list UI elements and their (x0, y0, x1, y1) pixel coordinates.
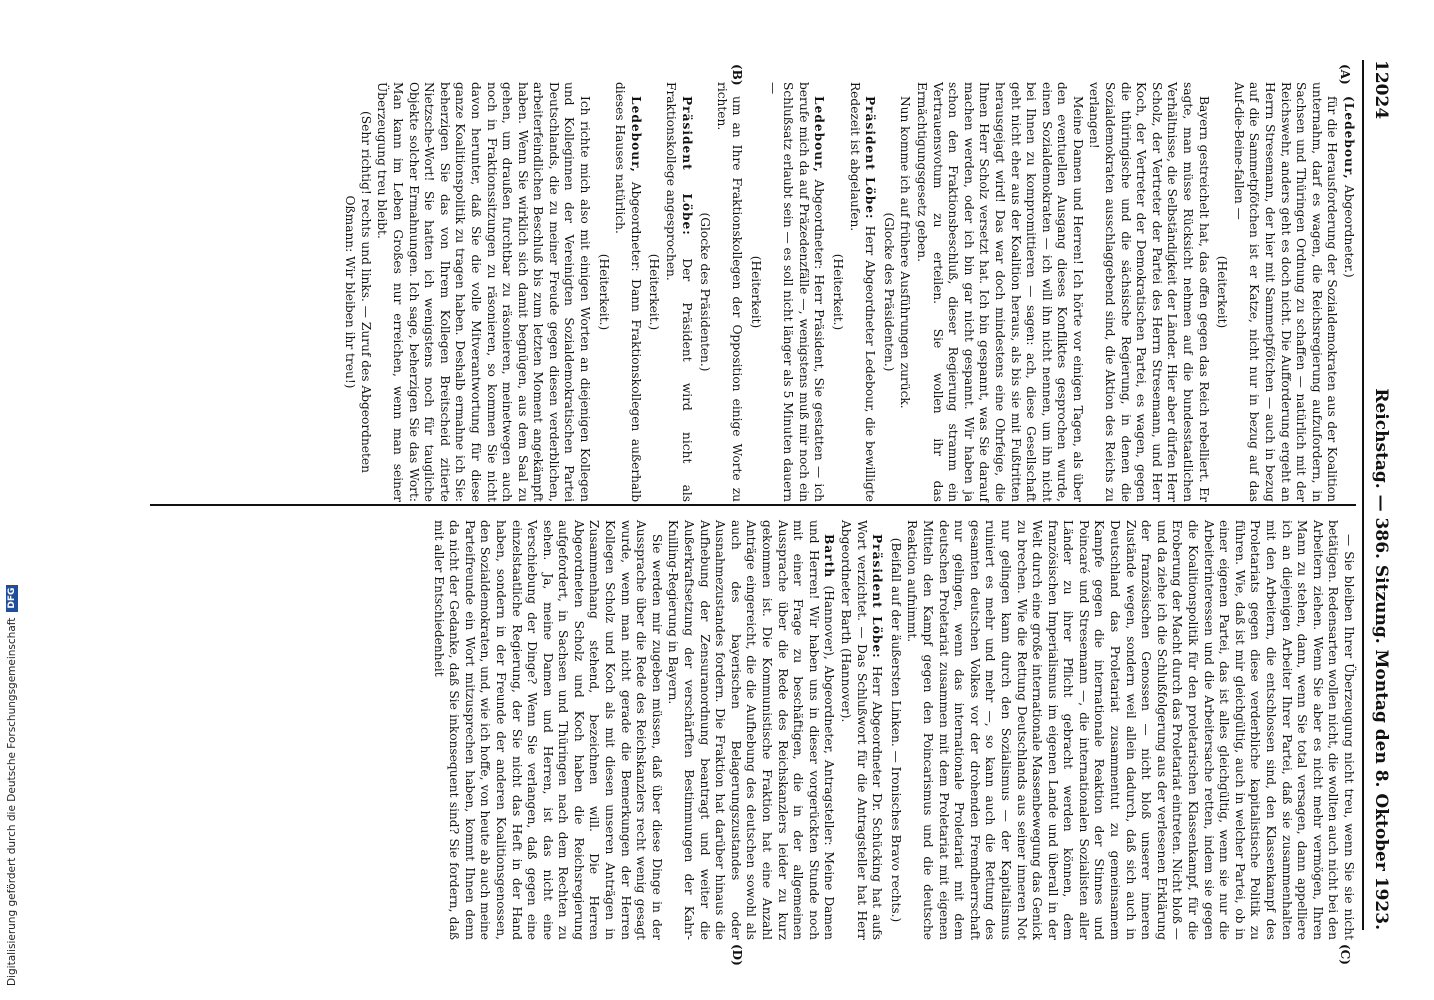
paragraph (904, 520, 1356, 940)
page-number: 12024 (1371, 60, 1391, 120)
paragraph-text: Meine Damen und Herren! Wir haben uns in dieser vorgerückten Stunde noch mit einer Frage zu beschäftigen, die in der allgemeinen Aussprache über die Rede des Reichskanzlers leider zu kurz gekommen ist. Die Kommunistische Fraktion hat eine Anzahl Anträge eingereicht, die die Aufhebung des deutschen sowohl als auch des bayerischen Belagerungszustandes oder Ausnahmezustandes fordern. Die Fraktion hat darüber hinaus die Aufhebung der Zensuranordnung beantragt und weiter die Außerkraftsetzung der verschärften Bestimmungen der Kahr-Knilling-Regierung in Bayern. (666, 520, 837, 940)
paragraph-text: um an Ihre Fraktionskollegen der Opposition einige Worte zu richten. (714, 82, 745, 502)
page-header (1368, 60, 1394, 930)
scanned-page (70, 0, 1434, 1000)
page-title: Reichstag. — 386. Sitzung. Montag den 8. Oktober 1923. (1371, 388, 1391, 930)
paragraph (837, 520, 884, 940)
speaker-name: Ledebour, (812, 96, 827, 180)
paragraph-text: (Heiterkeit.) (647, 253, 662, 331)
header-rule (1362, 60, 1364, 930)
speaker-name: Ledebour, (628, 96, 643, 182)
paragraph-text: Herr Abgeordneter Ledebour, die bewilligte Redezeit ist abgelaufen. (847, 82, 878, 502)
stage-direction (646, 82, 662, 502)
paragraph (713, 82, 744, 502)
margin-mark-b: (B) (730, 64, 744, 86)
paragraph-text: Sie werden mir zugeben müssen, daß über diese Dinge in der Aussprache über die Rede des Reichskanzlers recht wenig gesagt wurde, wenn man nicht gerade die Bemerkungen der Herren Kollegen Scholz und Koch als mit diesen unseren Anträgen in Zusammenhang stehend, bezeichnen will. Die Herren Abgeordneten Scholz und Koch haben die Reichsregierung aufgefordert, in Sachsen und Thüringen nach dem Rechten zu sehen. Ja, meine Damen und Herren, ist das nicht eine Verschiebung der Dinge? Wenn Sie verlangen, daß gegen eine einzelstaatliche Regierung, der Sie nicht das Heft in der Hand haben, sondern in der Freunde der anderen Koalitionsgenossen, den Sozialdemokraten, und, wie ich hoffe, von heute ab auch meine Parteifreunde ein Wort mitzusprechen haben, kommt Ihnen denn da nicht der Gedanke, daß Sie inkonsequent sind? Sie fordern, daß mit aller Entschiedenheit (431, 520, 664, 940)
paragraph-text: (Heiterkeit.) (596, 253, 611, 331)
margin-mark-d: (D) (730, 944, 744, 966)
speaker-name: Präsident Löbe: (863, 96, 878, 226)
paragraph (612, 82, 643, 502)
paragraph-text: (Glocke des Präsidenten.) (881, 212, 896, 372)
speaker-role: Abgeordneter.) (1342, 184, 1356, 278)
paragraph (764, 82, 826, 502)
speaker-role: Abgeordneter: (812, 179, 827, 275)
paragraph (1340, 82, 1356, 502)
paragraph (662, 82, 693, 502)
paragraph (1086, 82, 1211, 502)
paragraph-text: Herr Abgeordneter Dr. Schücking hat aufs Wort verzichtet. — Das Schlußwort für die Antragsteller hat Herr Abgeordneter Barth (Hannover). (839, 520, 885, 940)
stage-direction (880, 82, 896, 502)
paragraph (846, 82, 877, 502)
paragraph (913, 82, 1085, 502)
dfg-logo: DFG (6, 585, 18, 612)
paragraph-text: (Heiterkeit) (1215, 255, 1230, 329)
margin-mark-c: (C) (1338, 944, 1352, 965)
speaker-name: (Ledebour, (1342, 96, 1356, 185)
paragraph (430, 520, 664, 940)
paragraph-text: (Sehr richtig! rechts und links. — Zuruf des Abgeordneten Oßmann: Wir bleiben ihr treu!) (343, 111, 373, 473)
paragraph-text: (Beifall auf der äußersten Linken. — Ironisches Bravo rechts.) (888, 537, 903, 923)
paragraph-text: Meine Damen und Herren! Ich hörte vor einigen Tagen, als über den eventuellen Ausgang dieses Konfliktes gesprochen wurde, einen Sozialdemokraten — ich will ihn nicht nennen, um ihn nicht bei Ihnen zu kompromittieren — sagen: ach, diese Gesellschaft geht nicht eher aus der Koalition heraus, als bis sie mit Fußtritten herausgejagt wird! Das war doch mindestens eine Ohrfeige, die Ihnen Herr Scholz versetzt hat. Ich bin gespannt, was Sie darauf machen werden, oder ich bin gar nicht gespannt. Wir haben ja schon den Fraktionsbeschluß, dieser Regierung stramm ein Vertrauensvotum zu erteilen. Sie wollen ihr das Ermächtigungsgesetz geben. (914, 82, 1085, 502)
paragraph-text: Bayern gestreichelt hat, das offen gegen das Reich rebelliert. Er sagte, man müsse Rücksicht nehmen auf die bundesstaatlichen Verhältnisse, die Selbständigkeit der Länder. Hier aber dürfen Herr Scholz, der Vertreter der Partei des Herrn Stresemann, und Herr Koch, der Vertreter der Demokratischen Partei, es wagen, gegen die thüringische und die sächsische Regierung, in denen die Sozialdemokraten ausschlaggebend sind, die Aktion des Reichs zu verlangen! (1087, 82, 1211, 502)
stage-direction (342, 82, 373, 502)
speaker-name: Präsident Löbe: (870, 534, 885, 667)
paragraph (897, 82, 913, 502)
paragraph-text: (Heiterkeit.) (831, 253, 845, 331)
column-divider (150, 504, 1356, 506)
paragraph-text: Nun komme ich auf frühere Ausführungen zurück. (898, 96, 913, 409)
paragraph-text: (Heiterkeit) (749, 255, 764, 329)
speaker-role: Abgeordneter: (628, 181, 643, 280)
paragraph-text: (Glocke des Präsidenten.) (698, 212, 713, 372)
paragraph (374, 82, 592, 502)
right-column (429, 520, 1356, 940)
stage-direction (697, 82, 713, 502)
margin-mark-a: (A) (1338, 64, 1352, 85)
paragraph-text: Herr Präsident, Sie gestatten — ich berufe mich da auf Präzedenzfälle —, wenigstens muß mir noch ein Schlußsatz erlaubt sein — es soll nicht länger als 5 Minuten dauern — (765, 82, 827, 502)
paragraph-text: Der Präsident wird nicht als Fraktionskollege angesprochen. (664, 82, 694, 502)
paragraph (665, 520, 837, 940)
stage-direction (747, 82, 763, 502)
paragraph-text: für die Herausforderung der Sozialdemokraten aus der Koalition unternahm, darf es wagen, die Reichsregierung aufzufordern, in Sachsen und Thüringen Ordnung zu schaffen — natürlich mit der Reichswehr, anders geht es doch nicht. Die Aufforderung ergeht an Herrn Stresemann, der hier mit Sammetpfötchen — auch in bezug auf die Sammetpfötchen ist er Katze, nicht nur in bezug auf das Auf-die-Beine-fallen — (1231, 82, 1340, 502)
stage-direction (887, 520, 903, 940)
paragraph-text: — Sie bleiben Ihrer Überzeugung nicht treu, wenn Sie sie nicht betätigen. Redensarten wollen nicht, die wollten auch nicht bei den Arbeitern ziehen. Wenn Sie aber es nicht mehr vermögen, Ihren Mann zu stehen, dann, wenn Sie total versagen, dann appelliere ich an diejenigen Arbeiter Ihrer Partei, daß sie zusammenhalten mit den Arbeitern, die entschlossen sind, den Klassenkampf des Proletariats gegen diese verderbliche kapitalistische Politik zu führen. Wie, daß ist mir gleichgültig, auch in welcher Partei, ob in einer eigenen Partei, das ist alles gleichgültig, wenn sie nur die Arbeiterinteressen und die Arbeitersache retten, indem sie gegen die Koalitionspolitik für den proletarischen Klassenkampf, für die Eroberung der Macht durch das Proletariat eintreten. Nicht bloß — und da ziehe ich die Schlußfolgerung aus der verlesenen Erklärung der französischen Genossen — nicht bloß unserer inneren Zustände wegen, sondern weil allein dadurch, daß sich auch in Deutschland das Proletariat zusammentut zu gemeinsamem Kampfe gegen die internationale Reaktion der Stinnes und Poincaré und Stresemann —, die internationalen Sozialisten aller Länder zu ihrer Pflicht gebracht werden können, dem französischen Imperialismus im eigenen Lande und überall in der Welt durch eine große internationale Massenbewegung das Genick zu brechen. Wie die Rettung Deutschlands aus seiner inneren Not nur gelingen kann durch den Sozialismus — der Kapitalismus ruiniert es mehr und mehr —, so kann auch die Rettung des gesamten deutschen Volkes vor der drohenden Fremdherrschaft nur gelingen, wenn das internationale Proletariat mit dem deutschen Proletariat zusammen mit dem Proletariat mit eigenen Mitteln den Kampf gegen den Poincarismus und die deutsche Reaktion aufnimmt. (905, 520, 1356, 940)
speaker-name: Präsident Löbe: (679, 96, 694, 259)
paragraph-text: Ich richte mich also mit einigen Worten an diejenigen Kollegen und Kolleginnen der Vereinigten Sozialdemokratischen Partei Deutschlands, die zu meiner Freude gegen diesen verderblichen, arbeiterfeindlichen Beschluß bis zum letzten Moment angekämpft haben. Wenn Sie wirklich sich damit begnügen, aus dem Saal zu gehen, um draußen furchtbar zu räsonieren, meinetwegen auch noch in Fraktionssitzungen zu räsonieren, so kommen Sie nicht davon herunter, daß Sie die volle Mitverantwortung für diese ganze Koalitionspolitik zu tragen haben. Deshalb ermahne ich Sie: beherzigen Sie das von Ihrem Kollegen Breitscheid zitierte Nietzsche-Wort! Sie hatten ich wenigstens noch für taugliche Objekte solcher Ermahnungen. Ich sage, beherzigen Sie das Wort: Man kann im Leben Großes nur erreichen, wenn man seiner Überzeugung treu bleibt. (375, 82, 593, 502)
paragraph (1230, 82, 1339, 502)
stage-direction (1214, 82, 1230, 502)
speaker-role: (Hannover), Abgeordneter, Antragsteller: (822, 585, 837, 852)
paragraph-text: Dann Fraktionskollegen außerhalb dieses Hauses natürlich. (613, 82, 643, 502)
stage-direction (595, 82, 611, 502)
credit-strip (0, 0, 24, 1000)
credit-text: Digitalisierung gefördert durch die Deutsche Forschungsgemeinschaft (6, 617, 18, 986)
left-column (339, 82, 1356, 502)
speaker-name: Barth (822, 534, 837, 586)
stage-direction (829, 82, 845, 502)
